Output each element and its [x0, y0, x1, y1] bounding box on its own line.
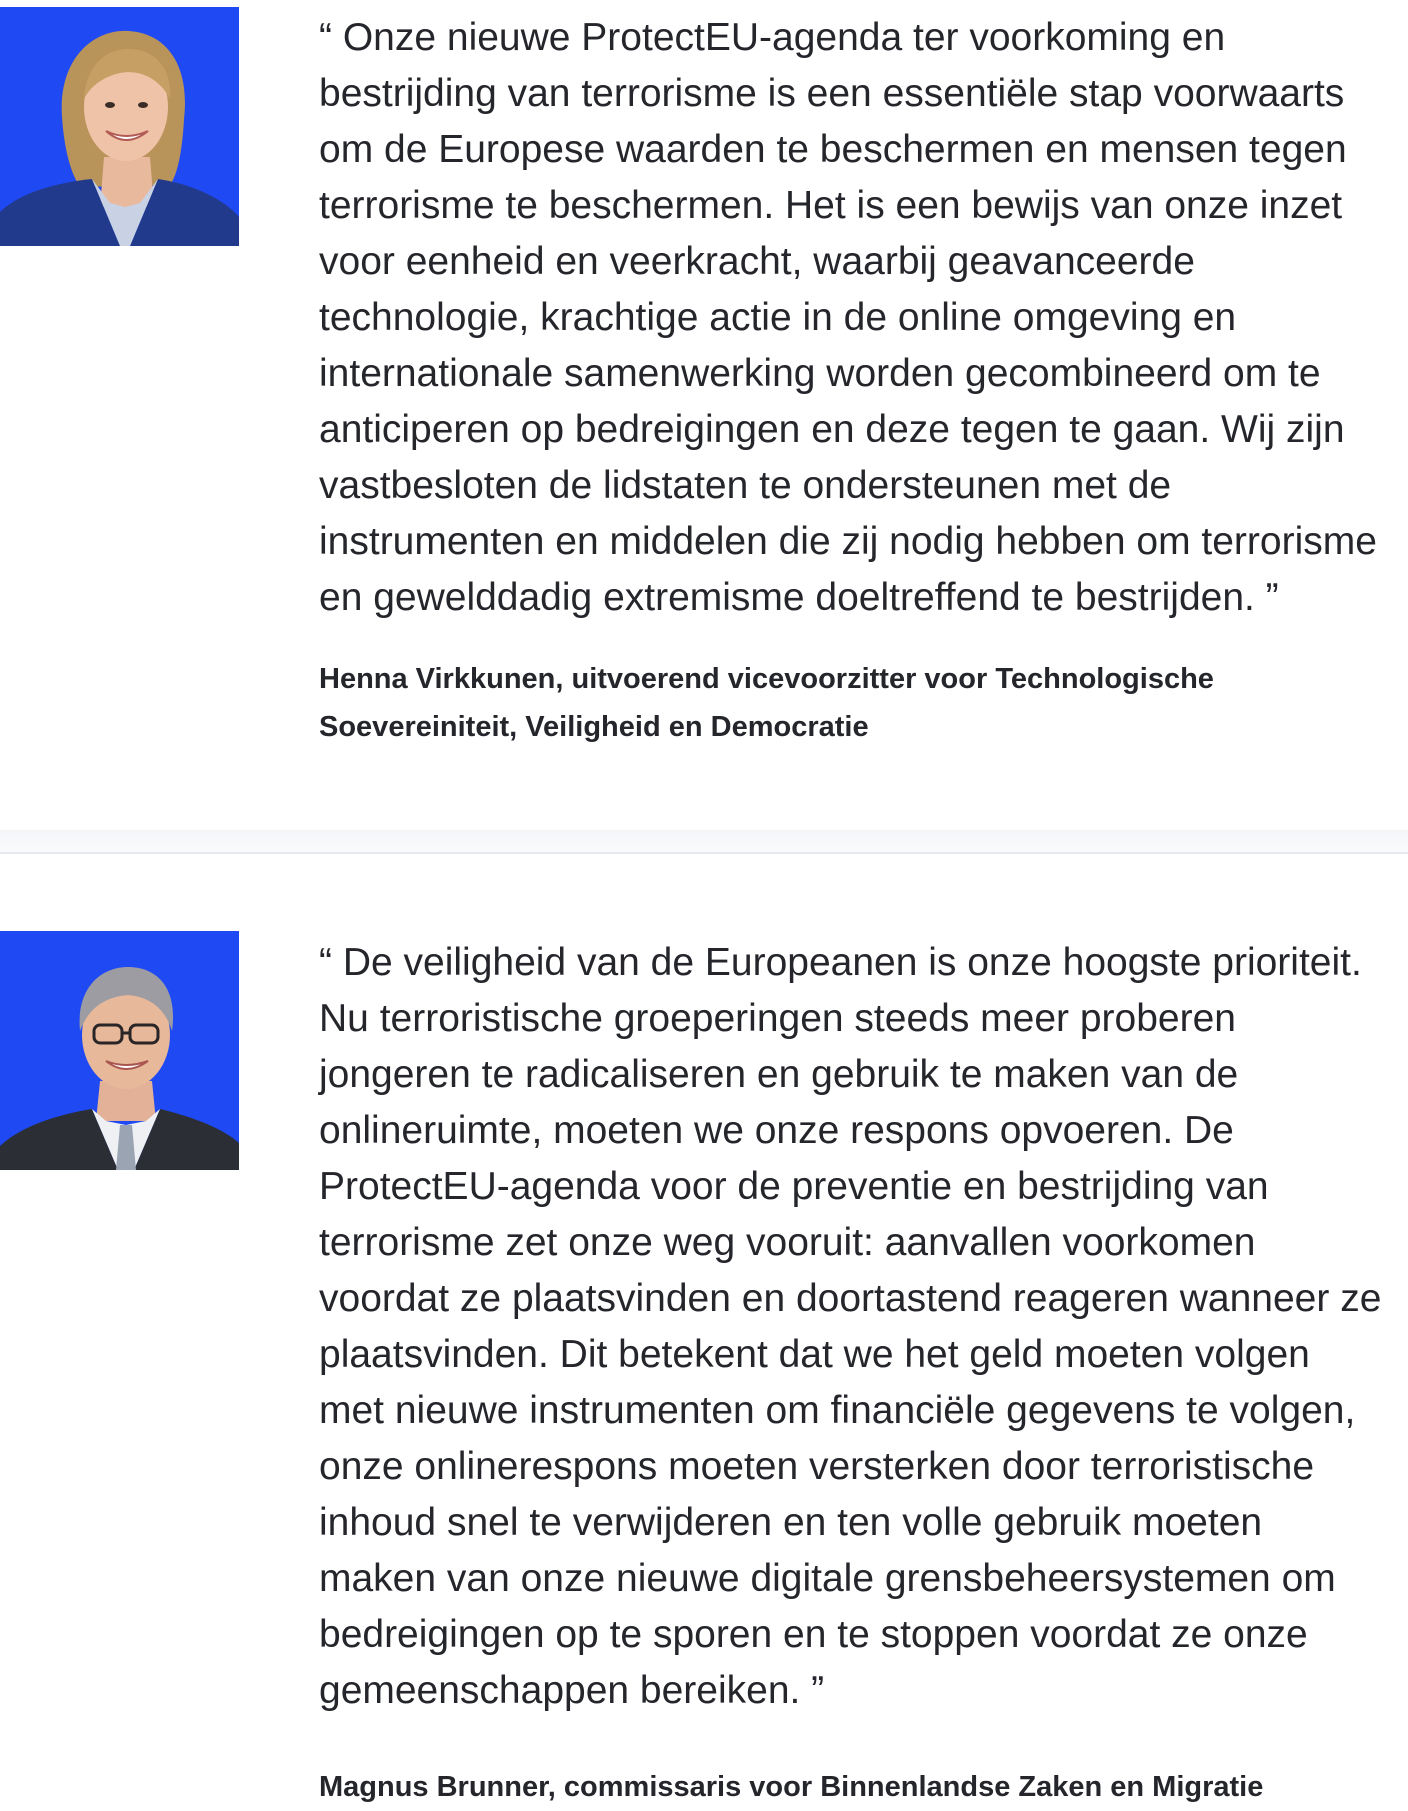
portrait-magnus-brunner: [0, 931, 239, 1170]
quote-text: “ De veiligheid van de Europeanen is onze hoogste prioriteit. Nu terroristische groeperingen steeds meer proberen jongeren te radicaliseren en gebruik te maken van de onlineruimte, moeten we onze respons opvoeren. De ProtectEU-agenda voor de preventie en bestrijding van terrorisme zet onze weg vooruit: aanvallen voorkomen voordat ze plaatsvinden en doortastend reageren wanneer ze plaatsvinden. Dit betekent dat we het geld moeten volgen met nieuwe instrumenten om financiële gegevens te volgen, onze onlinerespons moeten versterken door terroristische inhoud snel te verwijderen en ten volle gebruik moeten maken van onze nieuwe digitale grensbeheersystemen om bedreigingen op te sporen en te stoppen voordat ze onze gemeenschappen bereiken. ”: [319, 941, 1382, 1712]
portrait-henna-virkkunen: [0, 7, 239, 246]
quote-author: Magnus Brunner, commissaris voor Binnenlandse Zaken en Migratie: [319, 1771, 1264, 1803]
quote-block-virkkunen: [0, 0, 1408, 830]
quote-text: “ Onze nieuwe ProtectEU-agenda ter voorkoming en bestrijding van terrorisme is een essentiële stap voorwaarts om de Europese waarden te beschermen en mensen tegen terrorisme te beschermen. Het is een bewijs van onze inzet voor eenheid en veerkracht, waarbij geavanceerde technologie, krachtige actie in de online omgeving en internationale samenwerking worden gecombineerd om te anticiperen op bedreigingen en deze tegen te gaan. Wij zijn vastbesloten de lidstaten te ondersteunen met de instrumenten en middelen die zij nodig hebben om terrorisme en gewelddadig extremisme doeltreffend te bestrijden. ”: [319, 16, 1377, 619]
quote-author: Henna Virkkunen, uitvoerend vicevoorzitter voor Technologische Soevereiniteit, Veiligheid en Democratie: [319, 663, 1214, 743]
portrait-illustration: [0, 931, 239, 1170]
section-divider: [0, 830, 1408, 854]
portrait-illustration: [0, 7, 239, 246]
quote-block-brunner: [0, 925, 1408, 1803]
